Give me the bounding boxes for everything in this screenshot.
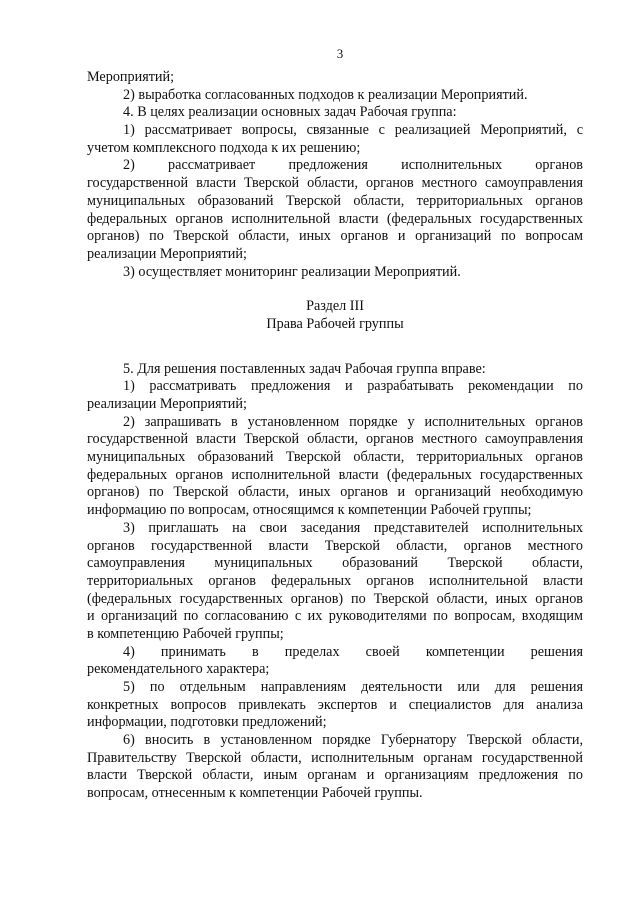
spacer <box>87 334 583 361</box>
text-line: 2) рассматривает предложения исполнительных органов <box>123 157 583 174</box>
text-line: реализации Мероприятий; <box>87 396 247 412</box>
text-line: 3) осуществляет мониторинг реализации Мероприятий. <box>123 263 461 280</box>
text-line: 1) рассматривает вопросы, связанные с реализацией Мероприятий, с <box>123 122 583 139</box>
text-line: конкретных вопросов привлекать экспертов и специалистов для анализа <box>87 696 583 713</box>
text-line: 4) принимать в пределах своей компетенции решения <box>123 643 583 660</box>
text-line: в компетенцию Рабочей группы; <box>87 625 284 642</box>
text-line: 6) вносить в установленном порядке Губернатору Тверской области, <box>123 732 583 749</box>
text-line: 3) приглашать на свои заседания представителей исполнительных <box>123 519 583 536</box>
text-line: и организаций по согласованию с их руководителями по вопросам, входящим <box>87 608 583 625</box>
page-number: 3 <box>336 46 344 61</box>
section-bottom-text <box>87 361 583 803</box>
text-line: рекомендательного характера; <box>87 661 270 678</box>
text-line: (федеральных государственных органов) по Тверской области, иных органов <box>87 590 583 607</box>
text-line: муниципальных образований Тверской области, территориальных органов <box>87 449 583 466</box>
section-title: Права Рабочей группы <box>266 315 404 332</box>
text-line: Мероприятий; <box>87 69 175 85</box>
text-line: 4. В целях реализации основных задач Рабочая группа: <box>123 104 457 121</box>
text-line: 1) рассматривать предложения и разрабатывать рекомендации по <box>123 378 583 395</box>
text-line: органов) по Тверской области, иных органов и организаций по вопросам <box>87 228 583 245</box>
text-line: учетом комплексного подхода к их решению; <box>87 139 361 156</box>
text-line: территориальных органов федеральных органов исполнительной власти <box>87 572 583 589</box>
text-line: органов государственной власти Тверской области, органов местного <box>87 537 583 554</box>
document-body <box>87 69 583 803</box>
text-line: федеральных органов исполнительной власти (федеральных государственных <box>87 210 583 227</box>
text-line: самоуправления муниципальных образований Тверской области, <box>87 555 583 572</box>
text-line: 2) выработка согласованных подходов к реализации Мероприятий. <box>123 86 528 103</box>
text-line: федеральных органов исполнительной власти (федеральных государственных <box>87 466 583 483</box>
text-line: 5) по отдельным направлениям деятельности или для решения <box>123 679 583 695</box>
text-line: власти Тверской области, иным органам и организациям предложения по <box>87 767 583 784</box>
text-line: государственной власти Тверской области, органов местного самоуправления <box>87 431 583 448</box>
section-top-text <box>87 69 583 281</box>
text-line: 2) запрашивать в установленном порядке у исполнительных органов <box>123 413 583 430</box>
text-line: реализации Мероприятий; <box>87 245 247 262</box>
text-line: государственной власти Тверской области, органов местного самоуправления <box>87 175 583 192</box>
text-line: муниципальных образований Тверской области, территориальных органов <box>87 192 583 209</box>
text-line: информацию по вопросам, относящимся к компетенции Рабочей группы; <box>87 502 532 519</box>
spacer <box>87 281 583 298</box>
text-line: Правительству Тверской области, исполнительным органам государственной <box>87 749 583 766</box>
text-line: вопросам, отнесенным к компетенции Рабочей группы. <box>87 785 423 802</box>
text-line: 5. Для решения поставленных задач Рабочая группа вправе: <box>123 360 486 377</box>
text-line: органов) по Тверской области, иных органов и организаций необходимую <box>87 484 583 501</box>
text-line: информации, подготовки предложений; <box>87 714 327 731</box>
section-number: Раздел III <box>306 298 364 315</box>
